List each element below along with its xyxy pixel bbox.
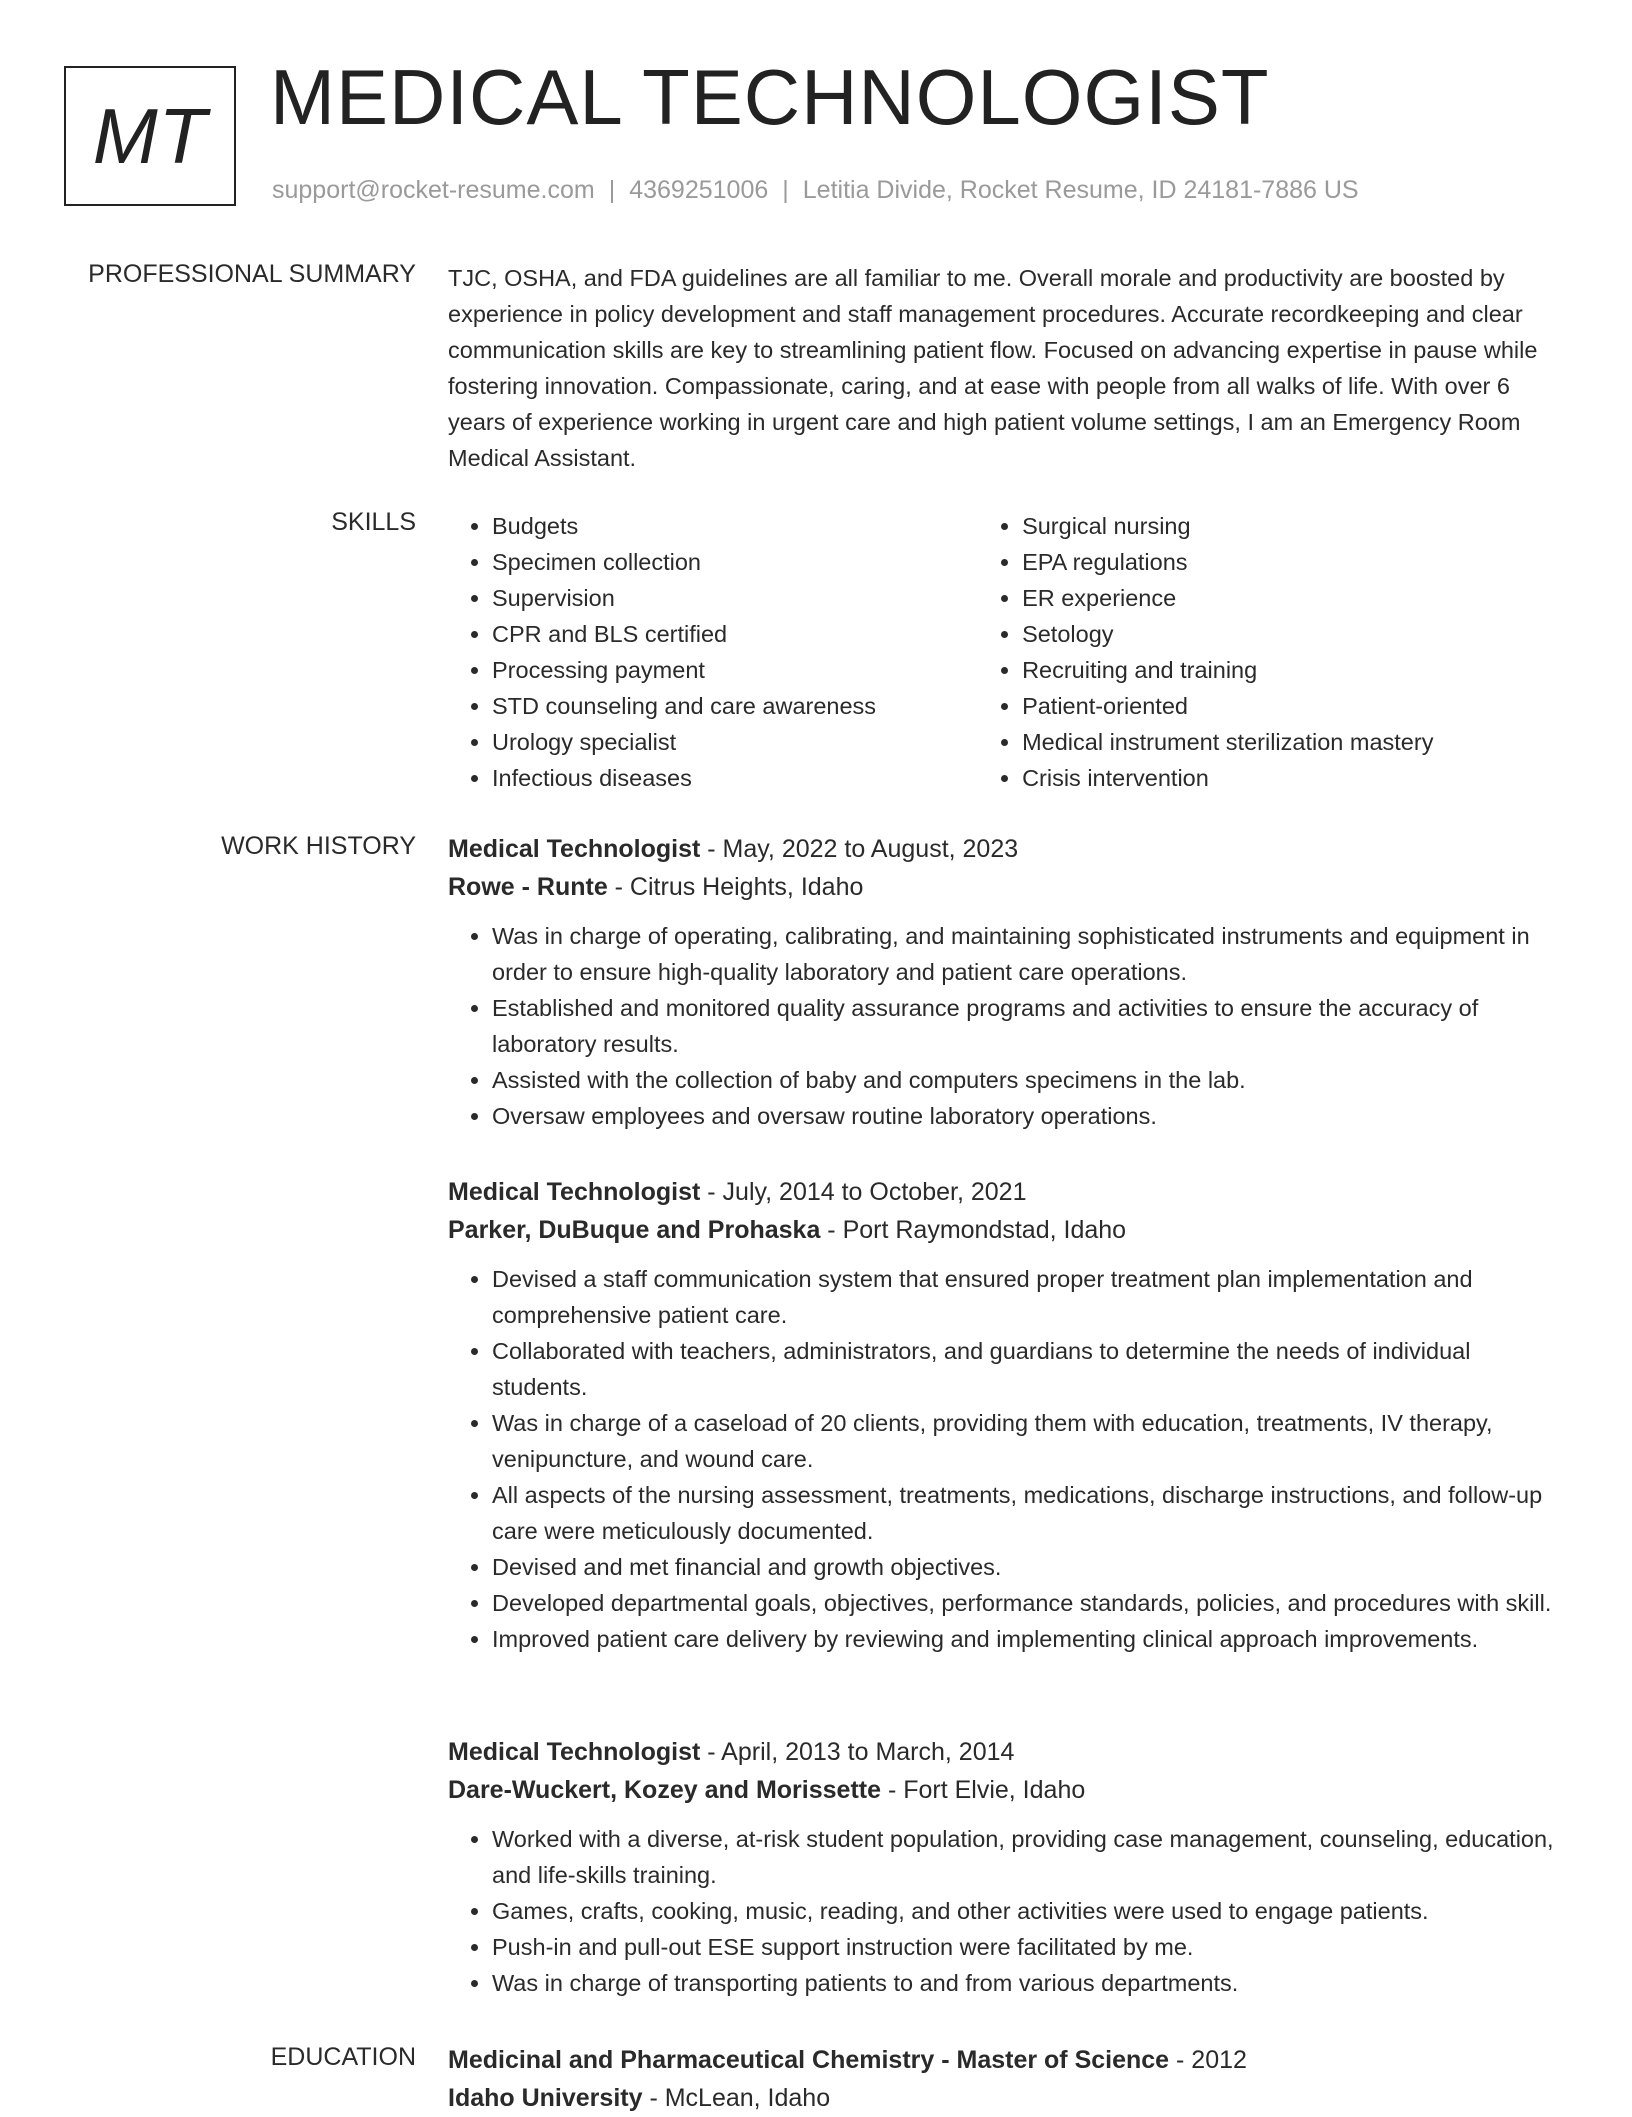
education-school: Idaho University	[448, 2084, 643, 2112]
page-title: MEDICAL TECHNOLOGIST	[270, 53, 1270, 141]
education-year: - 2012	[1169, 2046, 1247, 2074]
skill-item: • EPA regulations	[1022, 544, 1560, 580]
skill-item: • Surgical nursing	[1022, 508, 1560, 544]
job-entry	[448, 1733, 1560, 2001]
skill-item: • Urology specialist	[492, 724, 978, 760]
job-bullet: • Was in charge of operating, calibrating, and maintaining sophisticated instruments and equipment in order to ensure high-quality laboratory and patient care operations.	[492, 918, 1560, 990]
skill-item: • Medical instrument sterilization mastery	[1022, 724, 1560, 760]
job-title-line	[448, 830, 1560, 868]
contact-separator: |	[608, 176, 616, 204]
work-history-heading: WORK HISTORY	[221, 832, 416, 860]
job-bullet: • Devised and met financial and growth objectives.	[492, 1549, 1560, 1585]
job-entry	[448, 830, 1560, 1134]
job-bullet: • Established and monitored quality assurance programs and activities to ensure the accuracy of laboratory results.	[492, 990, 1560, 1062]
skill-item: • Crisis intervention	[1022, 760, 1560, 796]
job-location: - Citrus Heights, Idaho	[607, 873, 864, 901]
contact-email: support@rocket-resume.com	[272, 176, 595, 204]
contact-phone: 4369251006	[629, 176, 769, 204]
job-bullet: • Oversaw employees and oversaw routine laboratory operations.	[492, 1098, 1560, 1134]
skill-item: • Processing payment	[492, 652, 978, 688]
contact-line	[272, 176, 1359, 205]
job-bullet: • Games, crafts, cooking, music, reading, and other activities were used to engage patients.	[492, 1893, 1560, 1929]
job-location: - Port Raymondstad, Idaho	[820, 1216, 1127, 1244]
skill-item: • Setology	[1022, 616, 1560, 652]
skill-item: • CPR and BLS certified	[492, 616, 978, 652]
job-bullet: • Assisted with the collection of baby and computers specimens in the lab.	[492, 1062, 1560, 1098]
skills-heading: SKILLS	[331, 508, 416, 536]
skill-item: • Specimen collection	[492, 544, 978, 580]
job-dates: - May, 2022 to August, 2023	[700, 835, 1019, 863]
job-bullets	[448, 918, 1560, 1134]
summary-heading: PROFESSIONAL SUMMARY	[88, 260, 416, 288]
job-bullet: • All aspects of the nursing assessment, treatments, medications, discharge instructions, and follow-up care were meticulously documented.	[492, 1477, 1560, 1549]
job-bullet: • Improved patient care delivery by reviewing and implementing clinical approach improvements.	[492, 1621, 1560, 1657]
job-company-line	[448, 1211, 1560, 1249]
contact-address: Letitia Divide, Rocket Resume, ID 24181-7886 US	[802, 176, 1359, 204]
job-title-line	[448, 1733, 1560, 1771]
job-bullet: • Collaborated with teachers, administrators, and guardians to determine the needs of individual students.	[492, 1333, 1560, 1405]
monogram-initials: MT	[92, 91, 208, 180]
job-title: Medical Technologist	[448, 1178, 701, 1206]
summary-body	[448, 260, 1560, 476]
skills-columns	[448, 508, 1560, 796]
job-bullet: • Push-in and pull-out ESE support instruction were facilitated by me.	[492, 1929, 1560, 1965]
job-bullet: • Was in charge of a caseload of 20 clients, providing them with education, treatments, IV therapy, venipuncture, and wound care.	[492, 1405, 1560, 1477]
contact-separator: |	[782, 176, 789, 204]
job-bullet: • Developed departmental goals, objectives, performance standards, policies, and procedures with skill.	[492, 1585, 1560, 1621]
job-title: Medical Technologist	[448, 835, 701, 863]
skill-item: • Infectious diseases	[492, 760, 978, 796]
job-title: Medical Technologist	[448, 1738, 701, 1766]
skill-item: • Recruiting and training	[1022, 652, 1560, 688]
job-company-line	[448, 1771, 1560, 1809]
skill-item: • Budgets	[492, 508, 978, 544]
job-location: - Fort Elvie, Idaho	[881, 1776, 1086, 1804]
education-body	[448, 2041, 1560, 2117]
job-bullet: • Was in charge of transporting patients to and from various departments.	[492, 1965, 1560, 2001]
job-company: Parker, DuBuque and Prohaska	[448, 1216, 821, 1244]
skill-item: • Supervision	[492, 580, 978, 616]
job-company: Rowe - Runte	[448, 873, 608, 901]
job-entry	[448, 1173, 1560, 1657]
education-heading: EDUCATION	[270, 2043, 416, 2071]
job-company-line	[448, 868, 1560, 906]
skills-list-left	[448, 508, 978, 796]
job-bullet: • Devised a staff communication system that ensured proper treatment plan implementation and comprehensive patient care.	[492, 1261, 1560, 1333]
education-location: - McLean, Idaho	[642, 2084, 831, 2112]
skill-item: • STD counseling and care awareness	[492, 688, 978, 724]
education-degree-line	[448, 2041, 1560, 2079]
job-dates: - April, 2013 to March, 2014	[700, 1738, 1015, 1766]
job-title-line	[448, 1173, 1560, 1211]
skills-list-right	[978, 508, 1560, 796]
job-bullets	[448, 1261, 1560, 1657]
job-bullet: • Worked with a diverse, at-risk student population, providing case management, counseling, education, and life-skills training.	[492, 1821, 1560, 1893]
skills-body	[448, 508, 1560, 796]
job-dates: - July, 2014 to October, 2021	[700, 1178, 1027, 1206]
education-degree: Medicinal and Pharmaceutical Chemistry - Master of Science	[448, 2046, 1170, 2074]
skill-item: • Patient-oriented	[1022, 688, 1560, 724]
monogram-box	[64, 66, 236, 206]
skill-item: • ER experience	[1022, 580, 1560, 616]
summary-text: TJC, OSHA, and FDA guidelines are all familiar to me. Overall morale and productivity are boosted by experience in policy development and staff management procedures. Accurate recordkeeping and clear communication skills are key to streamlining patient flow. Focused on advancing expertise in pause while fostering innovation. Compassionate, caring, and at ease with people from all walks of life. With over 6 years of experience working in urgent care and high patient volume settings, I am an Emergency Room Medical Assistant.	[448, 265, 1538, 471]
education-school-line	[448, 2079, 1560, 2117]
job-company: Dare-Wuckert, Kozey and Morissette	[448, 1776, 881, 1804]
job-bullets	[448, 1821, 1560, 2001]
